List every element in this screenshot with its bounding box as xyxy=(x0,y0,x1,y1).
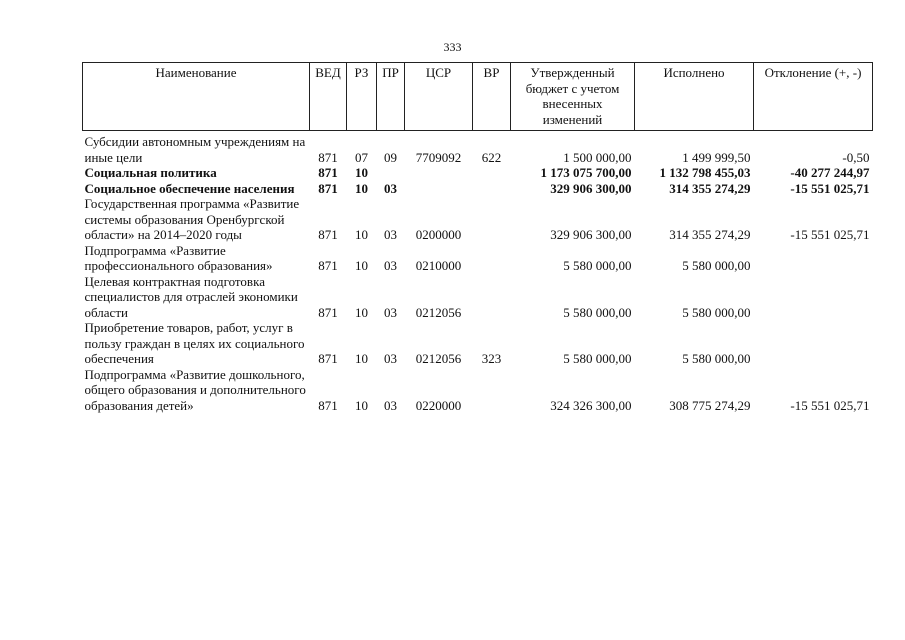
cell-ved: 871 xyxy=(318,258,338,273)
cell-deviation xyxy=(754,320,873,367)
cell-vr xyxy=(473,274,511,321)
cell-ved: 871 xyxy=(318,149,338,165)
table-body xyxy=(83,131,873,414)
cell-csr: 7709092 xyxy=(415,149,462,165)
cell-executed: 314 355 274,29 xyxy=(669,180,751,196)
table-row xyxy=(83,181,873,197)
table-row xyxy=(83,320,873,367)
cell-name: Подпрограмма «Развитие дошкольного, общего образования и дополнительного образования детей» xyxy=(84,366,306,413)
table-row xyxy=(83,131,873,166)
cell-ved: 871 xyxy=(318,397,338,413)
cell-csr xyxy=(405,181,473,197)
cell-deviation xyxy=(754,243,873,274)
cell-rz: 10 xyxy=(355,227,368,242)
cell-csr: 0212056 xyxy=(415,351,462,366)
cell-pr: 03 xyxy=(384,258,397,273)
cell-pr: 03 xyxy=(384,227,397,242)
cell-ved: 871 xyxy=(318,180,338,196)
table-row xyxy=(83,165,873,181)
cell-approved: 1 173 075 700,00 xyxy=(540,165,632,180)
cell-vr xyxy=(473,181,511,197)
cell-executed: 5 580 000,00 xyxy=(682,351,751,366)
cell-approved: 329 906 300,00 xyxy=(550,180,632,196)
header-vr: ВР xyxy=(473,63,511,131)
cell-name: Подпрограмма «Развитие профессионального образования» xyxy=(84,242,273,273)
cell-ved: 871 xyxy=(318,304,338,320)
cell-vr: 323 xyxy=(481,351,502,366)
cell-rz: 10 xyxy=(355,180,368,196)
cell-rz: 10 xyxy=(355,165,368,180)
table-row xyxy=(83,196,873,243)
cell-pr: 03 xyxy=(384,304,397,320)
cell-vr xyxy=(473,165,511,181)
table-header-row xyxy=(83,63,873,131)
cell-rz: 07 xyxy=(355,149,368,165)
table-row xyxy=(83,243,873,274)
cell-approved: 5 580 000,00 xyxy=(563,258,632,273)
cell-pr: 09 xyxy=(384,149,397,165)
cell-approved: 1 500 000,00 xyxy=(563,149,632,165)
cell-name: Целевая контрактная подготовка специалистов для отраслей экономики области xyxy=(84,273,298,320)
cell-name: Государственная программа «Развитие системы образования Оренбургской области» на 2014–2020 годы xyxy=(84,196,300,242)
cell-name: Социальное обеспечение населения xyxy=(84,180,295,196)
cell-approved: 324 326 300,00 xyxy=(550,397,632,413)
header-name: Наименование xyxy=(83,63,310,131)
cell-deviation: -0,50 xyxy=(842,149,870,165)
cell-pr: 03 xyxy=(384,180,397,196)
cell-deviation: -40 277 244,97 xyxy=(790,165,870,180)
table-row xyxy=(83,274,873,321)
cell-ved: 871 xyxy=(318,227,338,242)
cell-deviation xyxy=(754,274,873,321)
cell-rz: 10 xyxy=(355,351,368,366)
cell-vr xyxy=(473,367,511,414)
cell-executed: 5 580 000,00 xyxy=(682,258,751,273)
cell-pr xyxy=(377,165,405,181)
cell-approved: 5 580 000,00 xyxy=(563,351,632,366)
cell-rz: 10 xyxy=(355,397,368,413)
header-approved: Утвержденный бюджет с учетом внесенных изменений xyxy=(511,63,635,131)
header-csr: ЦСР xyxy=(405,63,473,131)
cell-ved: 871 xyxy=(318,351,338,366)
cell-executed: 1 499 999,50 xyxy=(682,149,751,165)
cell-approved: 5 580 000,00 xyxy=(563,304,632,320)
cell-name: Приобретение товаров, работ, услуг в пользу граждан в целях их социального обеспечения xyxy=(84,320,305,366)
cell-csr: 0212056 xyxy=(415,304,462,320)
cell-rz: 10 xyxy=(355,258,368,273)
cell-csr: 0220000 xyxy=(415,397,462,413)
cell-deviation: -15 551 025,71 xyxy=(790,227,870,242)
header-executed: Исполнено xyxy=(635,63,754,131)
page-number: 333 xyxy=(443,40,462,54)
cell-approved: 329 906 300,00 xyxy=(550,227,632,242)
cell-csr: 0210000 xyxy=(415,258,462,273)
cell-ved: 871 xyxy=(318,165,338,180)
header-pr: ПР xyxy=(377,63,405,131)
budget-execution-table xyxy=(82,62,873,413)
cell-rz: 10 xyxy=(355,304,368,320)
cell-vr xyxy=(473,243,511,274)
header-rz: РЗ xyxy=(347,63,377,131)
cell-deviation: -15 551 025,71 xyxy=(790,180,870,196)
cell-executed: 1 132 798 455,03 xyxy=(659,165,751,180)
cell-vr: 622 xyxy=(481,149,502,165)
cell-executed: 314 355 274,29 xyxy=(669,227,751,242)
cell-name: Социальная политика xyxy=(84,165,217,180)
header-ved: ВЕД xyxy=(310,63,347,131)
cell-vr xyxy=(473,196,511,243)
cell-csr: 0200000 xyxy=(415,227,462,242)
header-deviation: Отклонение (+, -) xyxy=(754,63,873,131)
table-row xyxy=(83,367,873,414)
cell-deviation: -15 551 025,71 xyxy=(790,397,870,413)
cell-pr: 03 xyxy=(384,351,397,366)
cell-executed: 5 580 000,00 xyxy=(682,304,751,320)
cell-name: Субсидии автономным учреждениям на иные цели xyxy=(84,134,306,165)
cell-executed: 308 775 274,29 xyxy=(669,397,751,413)
cell-csr xyxy=(405,165,473,181)
cell-pr: 03 xyxy=(384,397,397,413)
